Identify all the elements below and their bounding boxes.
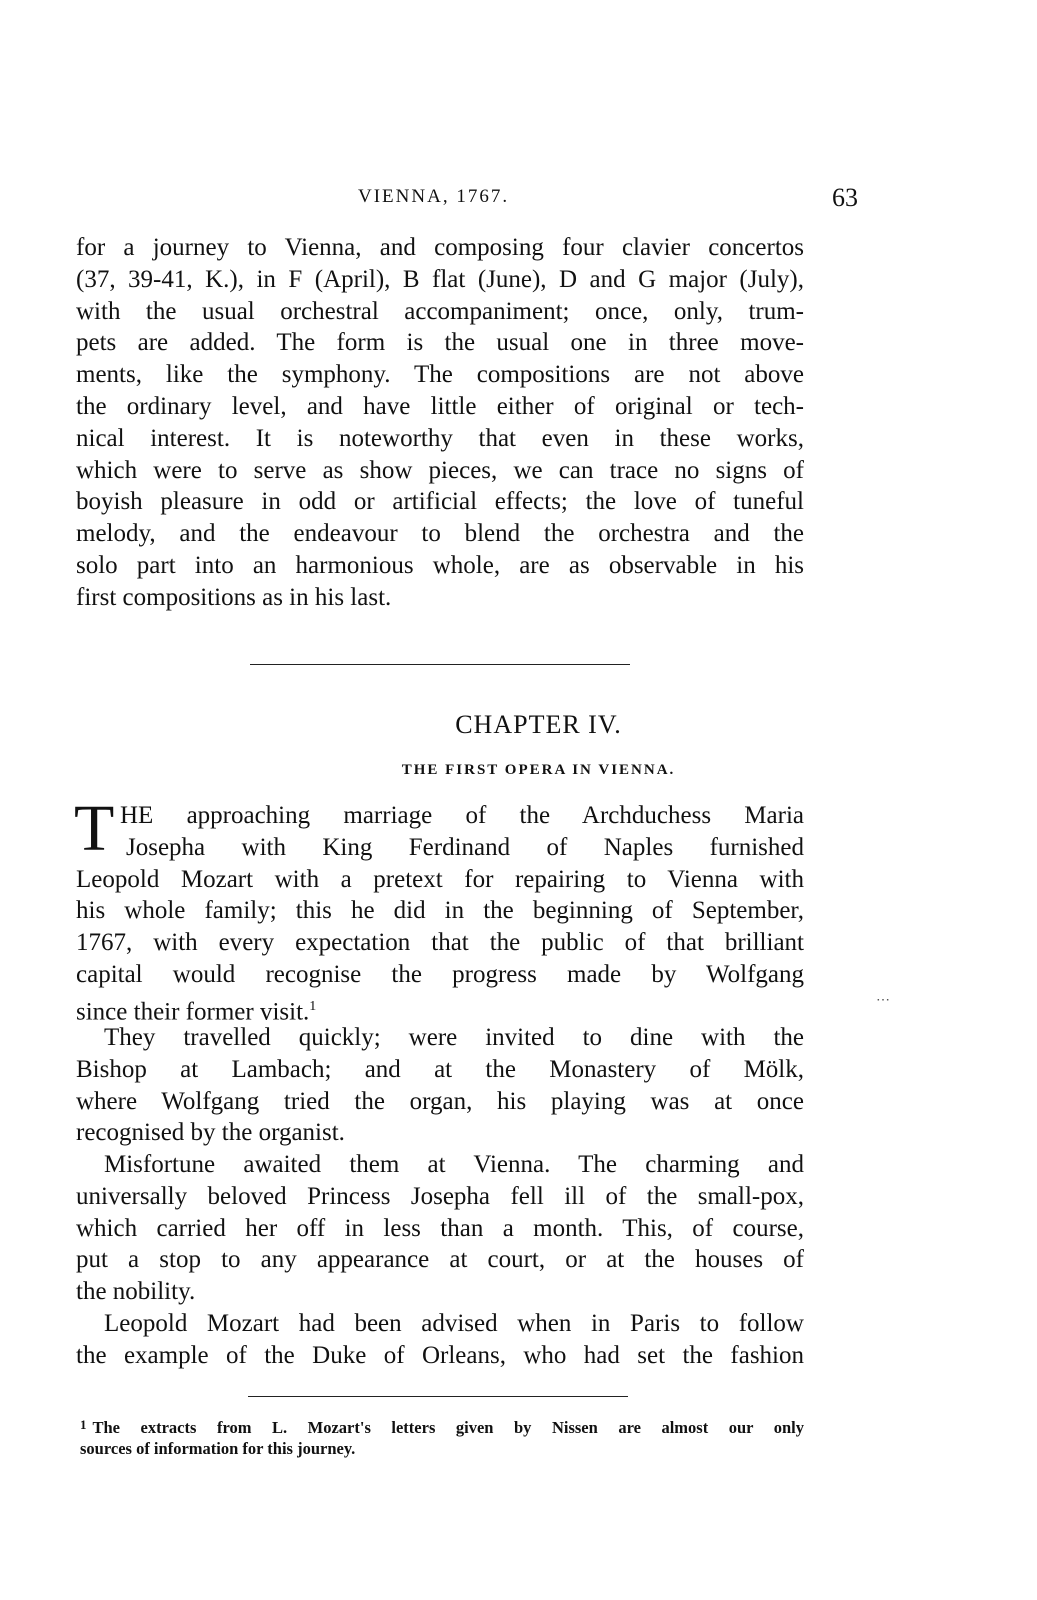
text-line: melody, and the endeavour to blend the orchestra and the [76,520,804,548]
chapter-subtitle: THE FIRST OPERA IN VIENNA. [401,762,676,778]
text-line: (37, 39-41, K.), in F (April), B flat (June), D and G major (July), [76,265,804,293]
paragraph-opening-lines [120,800,804,864]
footnote-line [80,1413,804,1437]
text-line: pets are added. The form is the usual one in three move- [76,329,804,357]
text-line: Misfortune awaited them at Vienna. The charming and [104,1151,804,1178]
text-line: the nobility. [76,1278,196,1306]
text-line: solo part into an harmonious whole, are as observable in his [76,551,804,579]
footnote-line: sources of information for this journey. [80,1439,356,1458]
text-line: the ordinary level, and have little either of original or tech- [76,392,804,420]
text-line: boyish pleasure in odd or artificial effects; the love of tuneful [76,488,804,516]
text-line: which carried her off in less than a month. This, of course, [76,1214,804,1242]
paragraph [76,1308,804,1372]
footnote-text: The extracts from L. Mozart's letters given by Nissen are almost our only [92,1418,804,1437]
footnote [80,1413,804,1461]
paragraph [76,1149,804,1308]
text-line: nical interest. It is noteworthy that even in these works, [76,424,804,452]
text-line: universally beloved Princess Josepha fell ill of the small-pox, [76,1182,804,1210]
margin-mark: ⋯ [876,993,890,1008]
text-line-content: since their former visit. [76,998,310,1026]
text-line: 1767, with every expectation that the public of that brilliant [76,929,804,957]
text-line: Leopold Mozart had been advised when in Paris to follow [104,1310,804,1337]
footnote-reference: 1 [309,998,317,1014]
running-head: VIENNA, 1767. [358,186,510,207]
drop-cap: T [74,792,115,865]
text-line: ments, like the symphony. The compositions are not above [76,361,804,389]
text-line [76,991,804,1026]
chapter-title: CHAPTER IV. [455,710,622,739]
text-line: with the usual orchestral accompaniment; once, only, trum- [76,297,804,325]
text-line: Leopold Mozart with a pretext for repairing to Vienna with [76,865,804,893]
text-line: where Wolfgang tried the organ, his playing was at once [76,1087,804,1115]
page-number: 63 [832,183,858,212]
paragraph-opening-rest [76,864,804,1026]
text-line: Bishop at Lambach; and at the Monastery of Mölk, [76,1055,804,1083]
text-line: the example of the Duke of Orleans, who had set the fashion [76,1341,804,1369]
text-line: HE approaching marriage of the Archduchess Maria [120,802,804,829]
text-line: which were to serve as show pieces, we can trace no signs of [76,456,804,484]
text-line: first compositions as in his last. [76,583,392,611]
text-line: recognised by the organist. [76,1119,345,1147]
text-line: Josepha with King Ferdinand of Naples furnished [126,833,804,861]
paragraph [76,1022,804,1149]
footnote-marker: 1 [80,1417,87,1432]
text-line: his whole family; this he did in the beginning of September, [76,897,804,925]
paragraph-continuation [76,232,804,614]
footnote-divider [248,1396,628,1397]
section-divider [250,664,630,665]
text-line: They travelled quickly; were invited to dine with the [104,1024,804,1051]
text-line: capital would recognise the progress made by Wolfgang [76,960,804,988]
text-line: for a journey to Vienna, and composing four clavier concertos [76,234,804,261]
text-line: put a stop to any appearance at court, or at the houses of [76,1246,804,1274]
